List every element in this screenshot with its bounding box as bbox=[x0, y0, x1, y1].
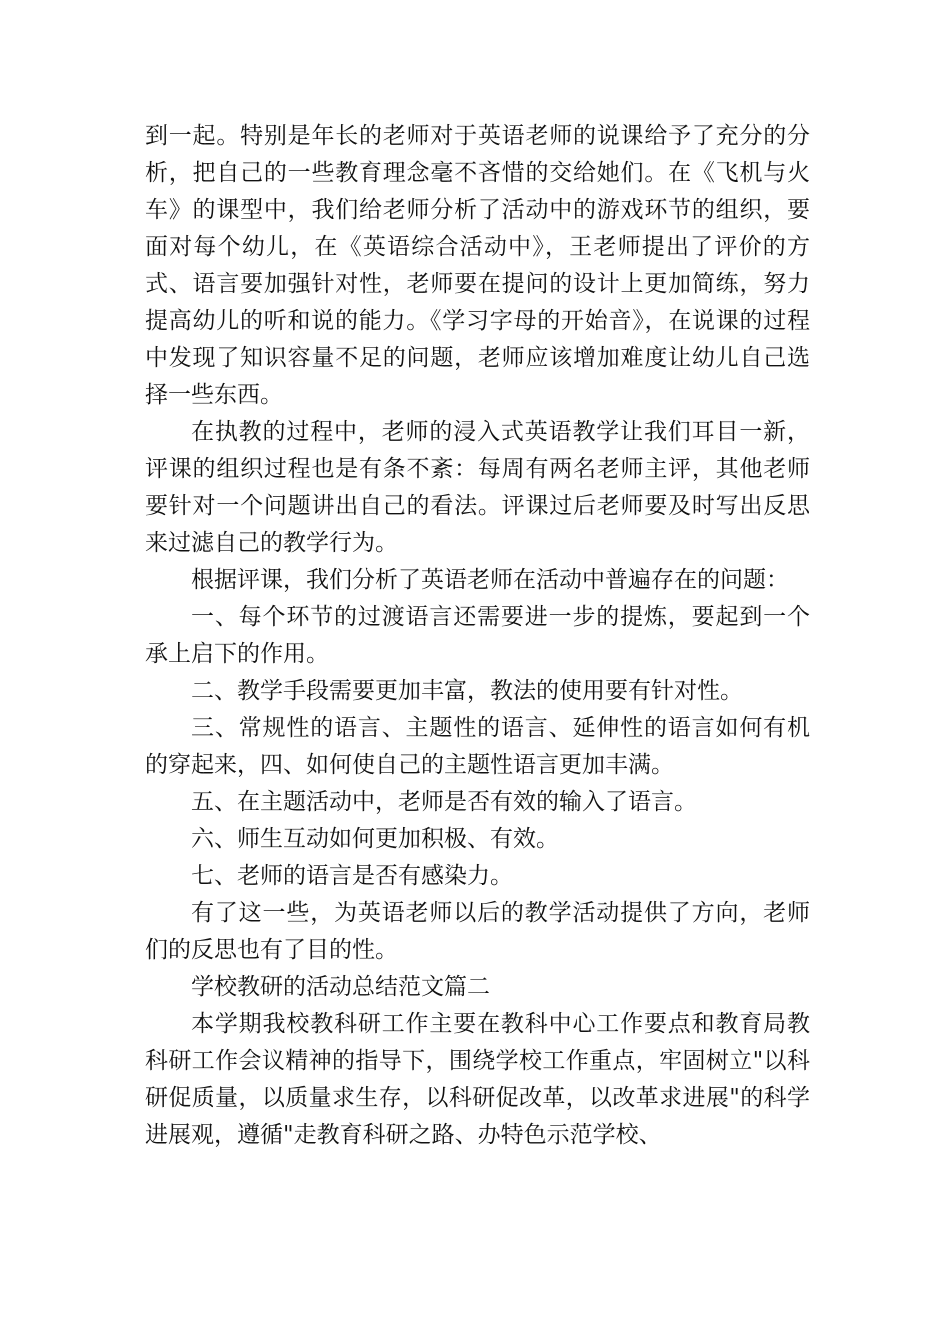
list-item-3-4: 三、常规性的语言、主题性的语言、延伸性的语言如何有机的穿起来，四、如何使自己的主题性语言更加丰满。 bbox=[145, 715, 810, 778]
paragraph-problems-intro: 根据评课，我们分析了英语老师在活动中普遍存在的问题： bbox=[191, 567, 789, 593]
section-heading: 学校教研的活动总结范文篇二 bbox=[191, 974, 490, 1000]
list-item-6: 六、师生互动如何更加积极、有效。 bbox=[191, 826, 559, 852]
paragraph-conclusion: 有了这一些，为英语老师以后的教学活动提供了方向，老师们的反思也有了目的性。 bbox=[145, 900, 810, 963]
list-item-2: 二、教学手段需要更加丰富，教法的使用要有针对性。 bbox=[191, 678, 743, 704]
paragraph-section-two-intro: 本学期我校教科研工作主要在教科中心工作要点和教育局教科研工作会议精神的指导下，围绕学校工作重点，牢固树立"以科研促质量，以质量求生存，以科研促改革，以改革求进展"的科学进展观，遵循"走教育科研之路、办特色示范学校、 bbox=[145, 1011, 810, 1148]
list-item-7: 七、老师的语言是否有感染力。 bbox=[191, 863, 513, 889]
list-item-1: 一、每个环节的过渡语言还需要进一步的提炼，要起到一个承上启下的作用。 bbox=[145, 604, 810, 667]
paragraph-continuation: 到一起。特别是年长的老师对于英语老师的说课给予了充分的分析，把自己的一些教育理念毫不吝惜的交给她们。在《飞机与火车》的课型中，我们给老师分析了活动中的游戏环节的组织，要面对每个幼儿，在《英语综合活动中》，王老师提出了评价的方式、语言要加强针对性，老师要在提问的设计上更加简练，努力提高幼儿的听和说的能力。《学习字母的开始音》，在说课的过程中发现了知识容量不足的问题，老师应该增加难度让幼儿自己选择一些东西。 bbox=[145, 123, 810, 408]
document-body bbox=[145, 118, 810, 1154]
paragraph-teaching-process: 在执教的过程中，老师的浸入式英语教学让我们耳目一新，评课的组织过程也是有条不紊：每周有两名老师主评，其他老师要针对一个问题讲出自己的看法。评课过后老师要及时写出反思来过滤自己的教学行为。 bbox=[145, 419, 810, 556]
list-item-5: 五、在主题活动中，老师是否有效的输入了语言。 bbox=[191, 789, 697, 815]
